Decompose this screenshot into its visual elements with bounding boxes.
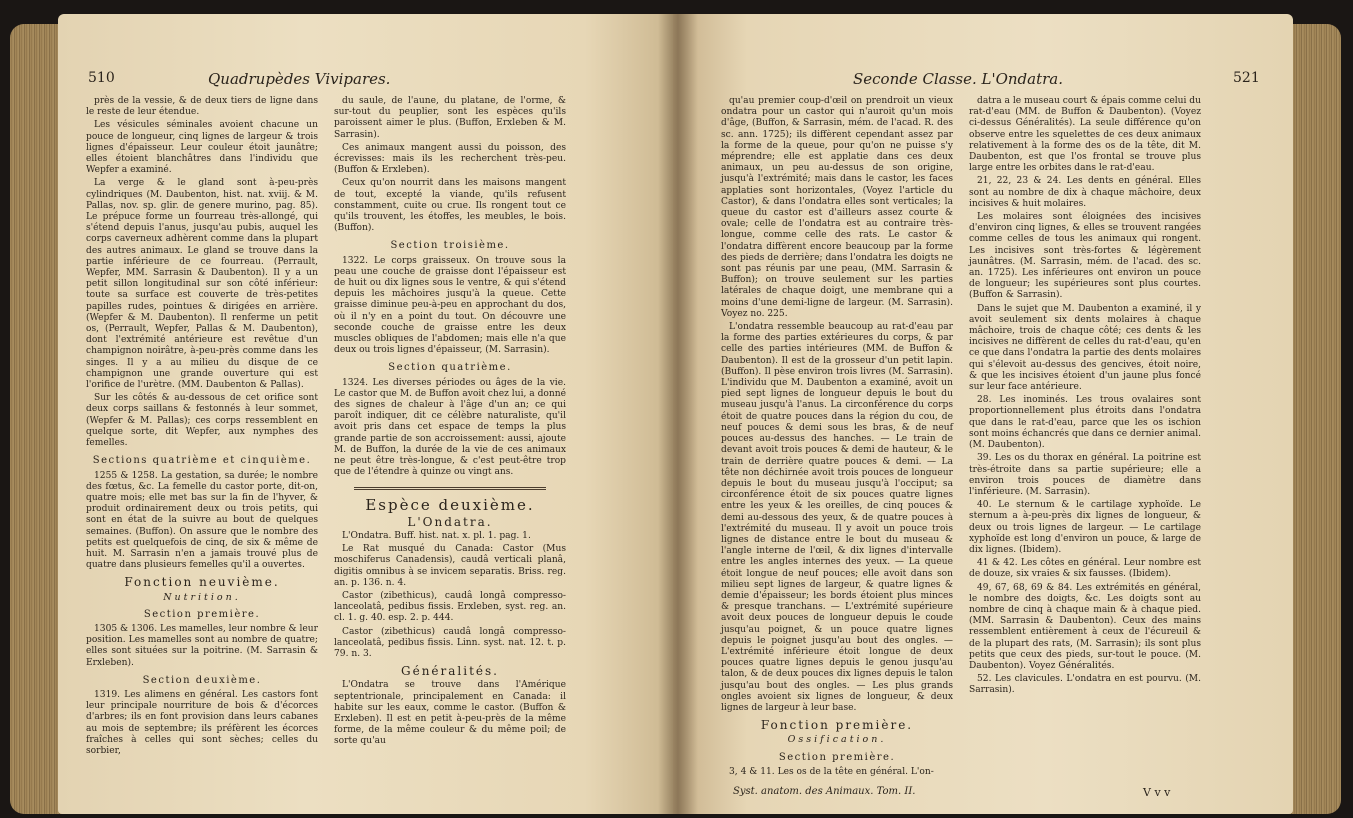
paragraph: Les vésicules séminales avoient chacune un pouce de longueur, cinq lignes de largeur & trois lignes d'épaisseur. Leur couleur étoit jaunâtre; elles étoient blanchâtres dans l'individu que Wepfer a examiné. [86, 120, 318, 176]
synonym: Castor (zibethicus), caudâ longâ compresso-lanceolatâ, pedibus fissis. Erxleben, syst. reg. an. cl. 1. g. 40. esp. 2. p. 444. [334, 590, 566, 624]
paragraph: Les molaires sont éloignées des incisives d'environ cinq lignes, & elles se trouvent rangées comme celles de tous les animaux qui rongent. Les incisives sont très-fortes & légèrement jaunâtres. (M. Sarrasin, mém. de l'acad. des sc. an. 1725). Les inférieures ont environ un pouce de longueur; les supérieures sont plus courtes. (Buffon & Sarrasin). [969, 212, 1201, 301]
paragraph: 1255 & 1258. La gestation, sa durée; le nombre des fœtus, &c. La femelle du castor porte, dit-on, quatre mois; elle met bas sur la fin de l'hyver, & produit ordinairement deux ou trois petits, qui sont en état de la suivre au bout de quelques semaines. (Buffon). On assure que le nombre des petits est quelquefois de cinq, de six & même de huit. M. Sarrasin n'en a jamais trouvé plus de quatre dans plusieurs femelles qu'il a ouvertes. [86, 470, 318, 571]
paragraph: 41 & 42. Les côtes en général. Leur nombre est de douze, six vraies & six fausses. (Ibidem). [969, 558, 1201, 580]
section-heading: Section première. [778, 751, 896, 763]
right-column-1 [721, 96, 953, 780]
open-book [58, 14, 1293, 814]
section-heading: Sections quatrième et cinquième. [92, 455, 312, 467]
section-heading: Section troisième. [390, 240, 510, 252]
synonym: Le Rat musqué du Canada: Castor (Mus moschiferus Canadensis), caudâ verticali planâ, digitis omnibus à se invicem separatis. Briss. reg. an. p. 136. n. 4. [334, 544, 566, 588]
divider [354, 487, 546, 490]
left-column-1 [86, 96, 318, 759]
paragraph: 1324. Les diverses périodes ou âges de la vie. Le castor que M. de Buffon avoit chez lui, a donné des signes de chaleur à l'âge d'un an; ce qui paroît indiquer, dit ce célèbre naturaliste, qu'il avoit pris dans cet espace de temps la plus grande partie de son accroissement: aussi, ajoute M. de Buffon, la durée de la vie de ces animaux ne peut être très-longue, & c'est peut-être trop que de l'étendre à quinze ou vingt ans. [334, 377, 566, 478]
right-running-head: Seconde Classe. L'Ondatra. [853, 70, 1064, 88]
paragraph: 40. Le sternum & le cartilage xyphoïde. Le sternum a à-peu-près dix lignes de longueur, & deux ou trois lignes de largeur. — Le cartilage xyphoïde est long d'environ un pouce, & large de dix lignes. (Ibidem). [969, 500, 1201, 555]
right-page [673, 14, 1293, 814]
paragraph: 3, 4 & 11. Les os de la tête en général. L'on- [729, 766, 934, 777]
species-name: L'Ondatra. [407, 514, 493, 529]
paragraph: Ceux qu'on nourrit dans les maisons mangent de tout, excepté la viande, qu'ils refusent constamment, cuite ou crue. Ils rongent tout ce qu'ils trouvent, les étoffes, les meubles, le bois. (Buffon). [334, 178, 566, 234]
subheading: Nutrition. [163, 591, 241, 603]
paragraph: 49, 67, 68, 69 & 84. Les extrémités en général, le nombre des doigts, &c. Les doigts sont au nombre de cinq à chaque main & à chaque pied. (MM. Sarrasin & Daubenton). Ceux des mains ressemblent entièrement à ceux de l'écureuil & de la plupart des rats, (M. Sarrasin); ils sont plus petits que ceux des pieds, sur-tout le pouce. (M. Daubenton). Voyez Généralités. [969, 582, 1201, 671]
left-running-head: Quadrupèdes Vivipares. [208, 70, 391, 88]
paragraph: 1319. Les alimens en général. Les castors font leur principale nourriture de bois & d'écorces d'arbres; ils en font provision dans leurs cabanes au mois de septembre; ils préfèrent les écorces fraîches à celles qui sont sèches; celles du sorbier, [86, 689, 318, 756]
paragraph: L'ondatra ressemble beaucoup au rat-d'eau par la forme des parties extérieures du corps, & par celle des parties intérieures (MM. de Buffon & Daubenton). Il est de la grosseur d'un petit lapin. (Buffon). Il pèse environ trois livres (M. Sarrasin). L'individu que M. Daubenton a examiné, avoit un pied sept lignes de longueur depuis le bout du museau jusqu'à l'anus. La circonférence du corps étoit de quatre pouces dans la région du cou, de neuf pouces & demi sous les bras, & de neuf pouces au-dessus des hanches. — Le train de devant avoit trois pouces & demi de hauteur, & le train de derrière quatre pouces & demi. — La tête non déchirnée avoit trois pouces de longueur depuis le bout du museau jusqu'à l'occiput; sa circonférence étoit de six pouces quatre lignes entre les yeux & les oreilles, de cinq pouces & demi au-dessous des yeux, & de quatre pouces à l'extrémité du museau. Il y avoit un pouce trois lignes de distance entre le bout du museau & l'angle interne de l'œil, & dix lignes d'intervalle entre les angles internes des yeux. — La queue étoit longue de neuf pouces; elle avoit dans son milieu sept lignes de largeur, & quatre lignes & demie d'épaisseur; les bords étoient plus minces & presque tranchans. — L'extrémité supérieure avoit deux pouces de longueur depuis le coude jusqu'au poignet, & un pouce quatre lignes depuis le poignet jusqu'au bout des ongles. — L'extrémité inférieure étoit longue de deux pouces quatre lignes depuis le genou jusqu'au talon, & de deux pouces dix lignes depuis le talon jusqu'au bout des ongles. — Les plus grands ongles avoient six lignes de longueur, & deux lignes de largeur à leur base. [721, 322, 953, 713]
paragraph: du saule, de l'aune, du platane, de l'orme, & sur-tout du peuplier, sont les espèces qu'ils paroissent aimer le plus. (Buffon, Erxleben & M. Sarrasin). [334, 96, 566, 140]
book-gutter [658, 14, 698, 814]
section-heading: Section quatrième. [388, 362, 512, 374]
synonym: Castor (zibethicus) caudâ longâ compresso-lanceolatâ, pedibus fissis. Linn. syst. nat. 12. t. p. 79. n. 3. [334, 626, 566, 659]
paragraph: 39. Les os du thorax en général. La poitrine est très-étroite dans sa partie supérieure; elle a environ trois pouces de diamètre dans l'inférieure. (M. Sarrasin). [969, 453, 1201, 497]
paragraph: La verge & le gland sont à-peu-près cylindriques (M. Daubenton, hist. nat. xviij. & M. Pallas, nov. sp. glir. de genere murino, pag. 85). Le prépuce forme un fourreau très-allongé, qui s'étend depuis l'anus, jusqu'au pubis, auquel les corps caverneux adhèrent comme dans la plupart des autres animaux. Le gland se trouve dans la partie inférieure de ce fourreau. (Perrault, Wepfer, MM. Sarrasin & Daubenton). Il y a un petit sillon longitudinal sur son côté inférieur: toute sa surface est couverte de très-petites papilles rudes, pointues & dirigées en arrière. (Wepfer & M. Daubenton). Il renferme un petit os, (Perrault, Wepfer, Pallas & M. Daubenton), dont l'extrémité antérieure est revêtue d'un champignon noirâtre, à-peu-près comme dans les singes. Il y a au milieu du disque de ce champignon une grande ouverture qui est l'orifice de l'urètre. (MM. Daubenton & Pallas). [86, 178, 318, 391]
right-page-number: 521 [1233, 70, 1260, 86]
paragraph: qu'au premier coup-d'œil on prendroit un vieux ondatra pour un castor qui n'auroit qu'un mois d'âge, (Buffon, & Sarrasin, mém. de l'acad. R. des sc. ann. 1725); ils diffèrent cependant assez par la forme de la queue, pour qu'on ne puisse s'y méprendre; elle est applatie dans ces deux animaux, un peu au-dessus de son origine, jusqu'à l'extrémité; mais dans le castor, les faces applaties sont horizontales, (Voyez l'article du Castor), & dans l'ondatra elles sont verticales; la queue du castor est d'ailleurs assez courte & ovale; celle de l'ondatra est au contraire très-longue, comme celle des rats. Le castor & l'ondatra diffèrent encore beaucoup par la forme des pieds de derrière; dans l'ondatra les doigts ne sont pas réunis par une peau, (MM. Sarrasin & Buffon); on trouve seulement sur les parties latérales de chaque doigt, une membrane qui a moins d'une demi-ligne de largeur. (M. Sarrasin). Voyez no. 225. [721, 96, 953, 319]
function-heading: Fonction première. [760, 718, 914, 733]
subheading: Ossification. [787, 734, 887, 746]
paragraph: 1322. Le corps graisseux. On trouve sous la peau une couche de graisse dont l'épaisseur est de huit ou dix lignes sous le ventre, & qui s'étend depuis les mâchoires jusqu'à la queue. Cette graisse diminue peu-à-peu en approchant du dos, où il n'y en a point du tout. On découvre une seconde couche de graisse entre les deux muscles obliques de l'abdomen; mais elle n'a que deux ou trois lignes d'épaisseur, (M. Sarrasin). [334, 255, 566, 356]
paragraph: Sur les côtés & au-dessous de cet orifice sont deux corps saillans & festonnés à leur sommet, (Wepfer & M. Pallas); ces corps ressemblent en quelque sorte, dit Wepfer, aux nymphes des femelles. [86, 393, 318, 449]
signature-mark: V v v [1143, 786, 1171, 799]
paragraph: L'Ondatra se trouve dans l'Amérique septentrionale, principalement en Canada: il habite sur les eaux, comme le castor. (Buffon & Erxleben). Il est en petit à-peu-près de la même forme, de la même couleur & du même poil; de sorte qu'au [334, 680, 566, 747]
function-heading: Fonction neuvième. [124, 575, 280, 590]
section-heading: Section deuxième. [142, 674, 262, 686]
generalites-heading: Généralités. [401, 664, 499, 679]
synonym: L'Ondatra. Buff. hist. nat. x. pl. 1. pag. 1. [342, 530, 531, 541]
left-column-2 [334, 96, 566, 750]
paragraph: 1305 & 1306. Les mamelles, leur nombre & leur position. Les mamelles sont au nombre de quatre; elles sont situées sur la poitrine. (M. Sarrasin & Erxleben). [86, 623, 318, 668]
left-page [58, 14, 678, 814]
paragraph: 52. Les clavicules. L'ondatra en est pourvu. (M. Sarrasin). [969, 674, 1201, 696]
paragraph: 28. Les inominés. Les trous ovalaires sont proportionnellement plus étroits dans l'ondatra que dans le rat-d'eau, parce que les os ischion sont moins échancrés que dans ce dernier animal. (M. Daubenton). [969, 395, 1201, 451]
paragraph: 21, 22, 23 & 24. Les dents en général. Elles sont au nombre de dix à chaque mâchoire, deux incisives & huit molaires. [969, 176, 1201, 209]
species-heading: Espèce deuxième. [365, 495, 535, 514]
paragraph: Dans le sujet que M. Daubenton a examiné, il y avoit seulement six dents molaires à chaque mâchoire, trois de chaque côté; ces dents & les incisives ne diffèrent de celles du rat-d'eau, qu'en ce que dans l'ondatra la partie des dents molaires qui s'élevoit au-dessus des gencives, étoit noire, & que les incisives étoient d'un jaune plus foncé sur leur face antérieure. [969, 303, 1201, 393]
footer-title: Syst. anatom. des Animaux. Tom. II. [733, 786, 916, 797]
left-page-number: 510 [88, 70, 115, 86]
paragraph: Ces animaux mangent aussi du poisson, des écrevisses: mais ils les recherchent très-peu. (Buffon & Erxleben). [334, 142, 566, 176]
section-heading: Section première. [143, 608, 261, 620]
paragraph: datra a le museau court & épais comme celui du rat-d'eau (MM. de Buffon & Daubenton). (Voyez ci-dessus Généralités). La seule différence qu'on observe entre les squelettes de ces deux animaux relativement à la forme des os de la tête, dit M. Daubenton, est que l'os frontal se trouve plus large entre les orbites dans le rat-d'eau. [969, 96, 1201, 174]
right-column-2 [969, 96, 1201, 699]
paragraph: près de la vessie, & de deux tiers de ligne dans le reste de leur étendue. [86, 96, 318, 118]
